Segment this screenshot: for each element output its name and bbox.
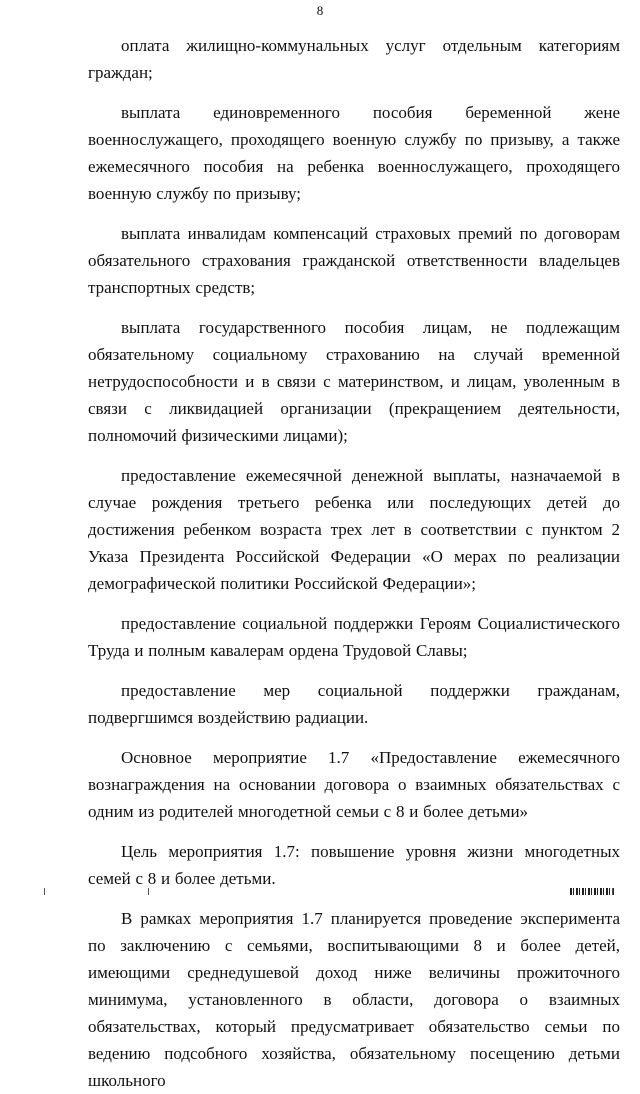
paragraph: оплата жилищно-коммунальных услуг отдельным категориям граждан; <box>88 36 620 82</box>
paragraph: выплата инвалидам компенсаций страховых премий по договорам обязательного страхования гражданской ответственности владельцев транспортных средств; <box>88 224 620 297</box>
paragraph: В рамках мероприятия 1.7 планируется проведение эксперимента по заключению с семьями, воспитывающими 8 и более детей, имеющими среднедушевой доход ниже величины прожиточного минимума, установленного в области, договора о взаимных обязательствах, который предусматривает обязательство семьи по ведению подсобного хозяйства, обязательному посещению детьми школьного <box>88 909 620 1090</box>
paragraph: предоставление социальной поддержки Героям Социалистического Труда и полным кавалерам ордена Трудовой Славы; <box>88 614 620 660</box>
paragraph: предоставление ежемесячной денежной выплаты, назначаемой в случае рождения третьего ребенка или последующих детей до достижения ребенком возраста трех лет в соответствии с пунктом 2 Указа Президента Российской Федерации «О мерах по реализации демографической политики Российской Федерации»; <box>88 466 620 593</box>
paragraph: выплата единовременного пособия беременной жене военнослужащего, проходящего военную службу по призыву, а также ежемесячного пособия на ребенка военнослужащего, проходящего военную службу по призыву; <box>88 103 620 203</box>
scan-edge-mark <box>44 888 45 895</box>
paragraph: выплата государственного пособия лицам, не подлежащим обязательному социальному страхованию на случай временной нетрудоспособности и в связи с материнством, и лицам, уволенным в связи с ликвидацией организации (прекращением деятельности, полномочий физическими лицами); <box>88 318 620 445</box>
paragraph: Цель мероприятия 1.7: повышение уровня жизни многодетных семей с 8 и более детьми. <box>88 842 620 888</box>
paragraph: Основное мероприятие 1.7 «Предоставление ежемесячного вознаграждения на основании договора о взаимных обязательствах с одним из родителей многодетной семьи с 8 и более детьми» <box>88 748 620 821</box>
document-body <box>88 32 620 1094</box>
scan-edge-mark <box>148 888 149 895</box>
paragraph: предоставление мер социальной поддержки гражданам, подвергшимся воздействию радиации. <box>88 681 620 727</box>
barcode-mark <box>570 888 614 895</box>
scan-edge-mark <box>612 888 613 895</box>
page-number: 8 <box>316 3 324 18</box>
